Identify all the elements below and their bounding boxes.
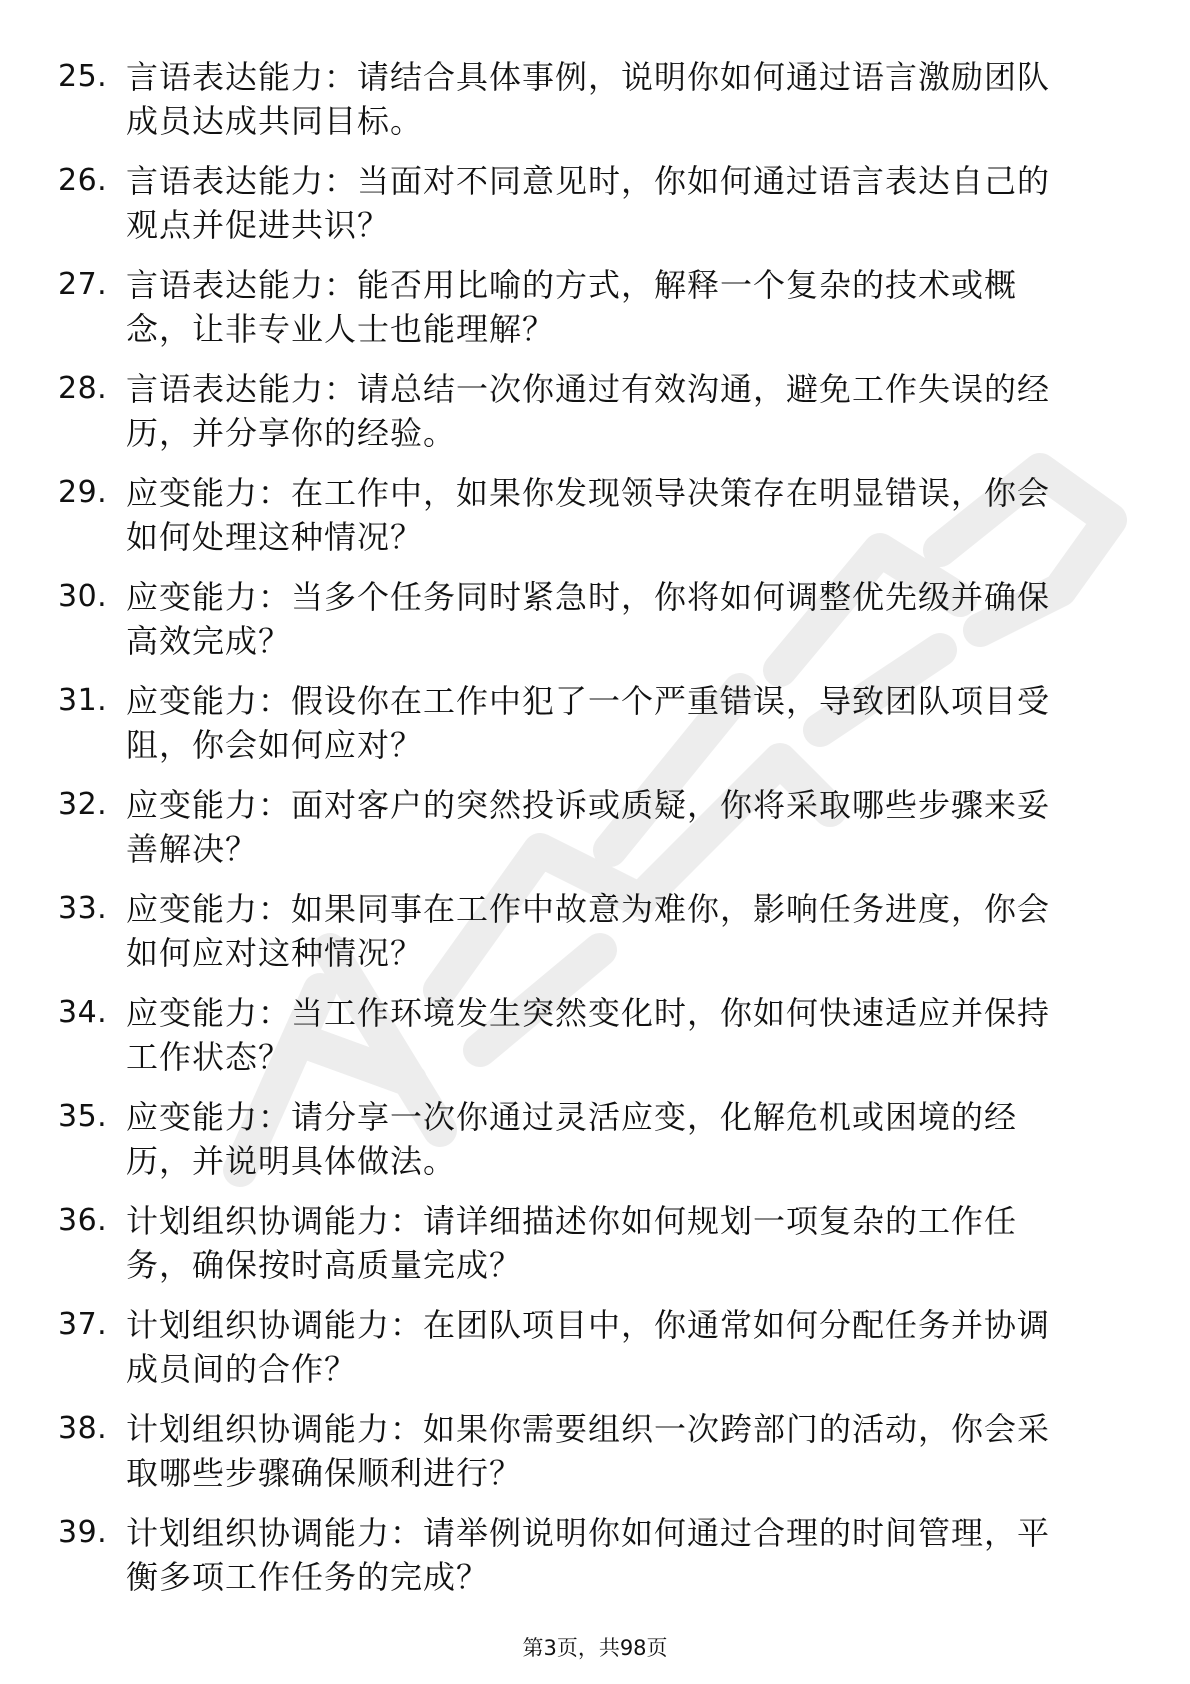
question-line: 应变能力：在工作中，如果你发现领导决策存在明显错误，你会 — [126, 474, 1051, 512]
question-number: 25. — [58, 59, 108, 94]
question-line: 言语表达能力：请总结一次你通过有效沟通，避免工作失误的经 — [126, 370, 1051, 408]
page-number: 第3页，共98页 — [522, 1636, 668, 1660]
question-line: 应变能力：请分享一次你通过灵活应变，化解危机或困境的经 — [126, 1098, 1018, 1136]
question-item — [0, 367, 1190, 471]
question-line: 高效完成？ — [126, 622, 292, 660]
question-line: 应变能力：面对客户的突然投诉或质疑，你将采取哪些步骤来妥 — [126, 786, 1051, 824]
question-line: 言语表达能力：请结合具体事例，说明你如何通过语言激励团队 — [126, 58, 1051, 96]
question-line: 言语表达能力：能否用比喻的方式，解释一个复杂的技术或概 — [126, 266, 1018, 304]
question-number: 36. — [58, 1203, 108, 1238]
question-number: 27. — [58, 267, 108, 302]
question-text — [126, 55, 1126, 143]
question-item — [0, 679, 1190, 783]
question-text — [126, 263, 1126, 351]
question-number: 34. — [58, 995, 108, 1030]
question-number: 33. — [58, 891, 108, 926]
question-item — [0, 1199, 1190, 1303]
question-text — [126, 783, 1126, 871]
question-list — [0, 55, 1190, 1615]
question-item — [0, 991, 1190, 1095]
question-text — [126, 991, 1126, 1079]
question-line: 阻，你会如何应对？ — [126, 726, 424, 764]
question-text — [126, 1407, 1126, 1495]
question-line: 应变能力：假设你在工作中犯了一个严重错误，导致团队项目受 — [126, 682, 1051, 720]
question-number: 29. — [58, 475, 108, 510]
question-number: 31. — [58, 683, 108, 718]
question-item — [0, 575, 1190, 679]
question-line: 历，并分享你的经验。 — [126, 414, 457, 452]
question-line: 计划组织协调能力：在团队项目中，你通常如何分配任务并协调 — [126, 1306, 1051, 1344]
question-item — [0, 159, 1190, 263]
question-number: 35. — [58, 1099, 108, 1134]
question-line: 历，并说明具体做法。 — [126, 1142, 457, 1180]
question-line: 计划组织协调能力：请举例说明你如何通过合理的时间管理，平 — [126, 1514, 1051, 1552]
question-text — [126, 575, 1126, 663]
question-text — [126, 1511, 1126, 1599]
question-line: 衡多项工作任务的完成？ — [126, 1558, 490, 1596]
question-item — [0, 1095, 1190, 1199]
question-line: 如何处理这种情况？ — [126, 518, 424, 556]
question-number: 38. — [58, 1411, 108, 1446]
question-text — [126, 1303, 1126, 1391]
question-text — [126, 1095, 1126, 1183]
question-line: 工作状态？ — [126, 1038, 292, 1076]
question-item — [0, 1511, 1190, 1615]
question-line: 计划组织协调能力：请详细描述你如何规划一项复杂的工作任 — [126, 1202, 1018, 1240]
question-text — [126, 367, 1126, 455]
question-line: 念，让非专业人士也能理解？ — [126, 310, 556, 348]
question-line: 言语表达能力：当面对不同意见时，你如何通过语言表达自己的 — [126, 162, 1051, 200]
question-line: 成员间的合作？ — [126, 1350, 358, 1388]
question-item — [0, 471, 1190, 575]
question-line: 应变能力：如果同事在工作中故意为难你，影响任务进度，你会 — [126, 890, 1051, 928]
question-number: 30. — [58, 579, 108, 614]
question-text — [126, 159, 1126, 247]
question-number: 39. — [58, 1515, 108, 1550]
page-footer — [0, 1634, 1190, 1662]
question-number: 28. — [58, 371, 108, 406]
question-number: 26. — [58, 163, 108, 198]
question-line: 成员达成共同目标。 — [126, 102, 424, 140]
question-item — [0, 55, 1190, 159]
question-line: 如何应对这种情况？ — [126, 934, 424, 972]
question-line: 应变能力：当工作环境发生突然变化时，你如何快速适应并保持 — [126, 994, 1051, 1032]
question-text — [126, 887, 1126, 975]
question-line: 务，确保按时高质量完成？ — [126, 1246, 523, 1284]
question-item — [0, 887, 1190, 991]
question-item — [0, 1407, 1190, 1511]
question-number: 37. — [58, 1307, 108, 1342]
question-line: 取哪些步骤确保顺利进行？ — [126, 1454, 523, 1492]
question-line: 观点并促进共识？ — [126, 206, 391, 244]
question-text — [126, 471, 1126, 559]
question-line: 善解决？ — [126, 830, 259, 868]
question-item — [0, 1303, 1190, 1407]
question-number: 32. — [58, 787, 108, 822]
question-line: 计划组织协调能力：如果你需要组织一次跨部门的活动，你会采 — [126, 1410, 1051, 1448]
question-text — [126, 679, 1126, 767]
question-item — [0, 263, 1190, 367]
question-line: 应变能力：当多个任务同时紧急时，你将如何调整优先级并确保 — [126, 578, 1051, 616]
question-item — [0, 783, 1190, 887]
question-text — [126, 1199, 1126, 1287]
